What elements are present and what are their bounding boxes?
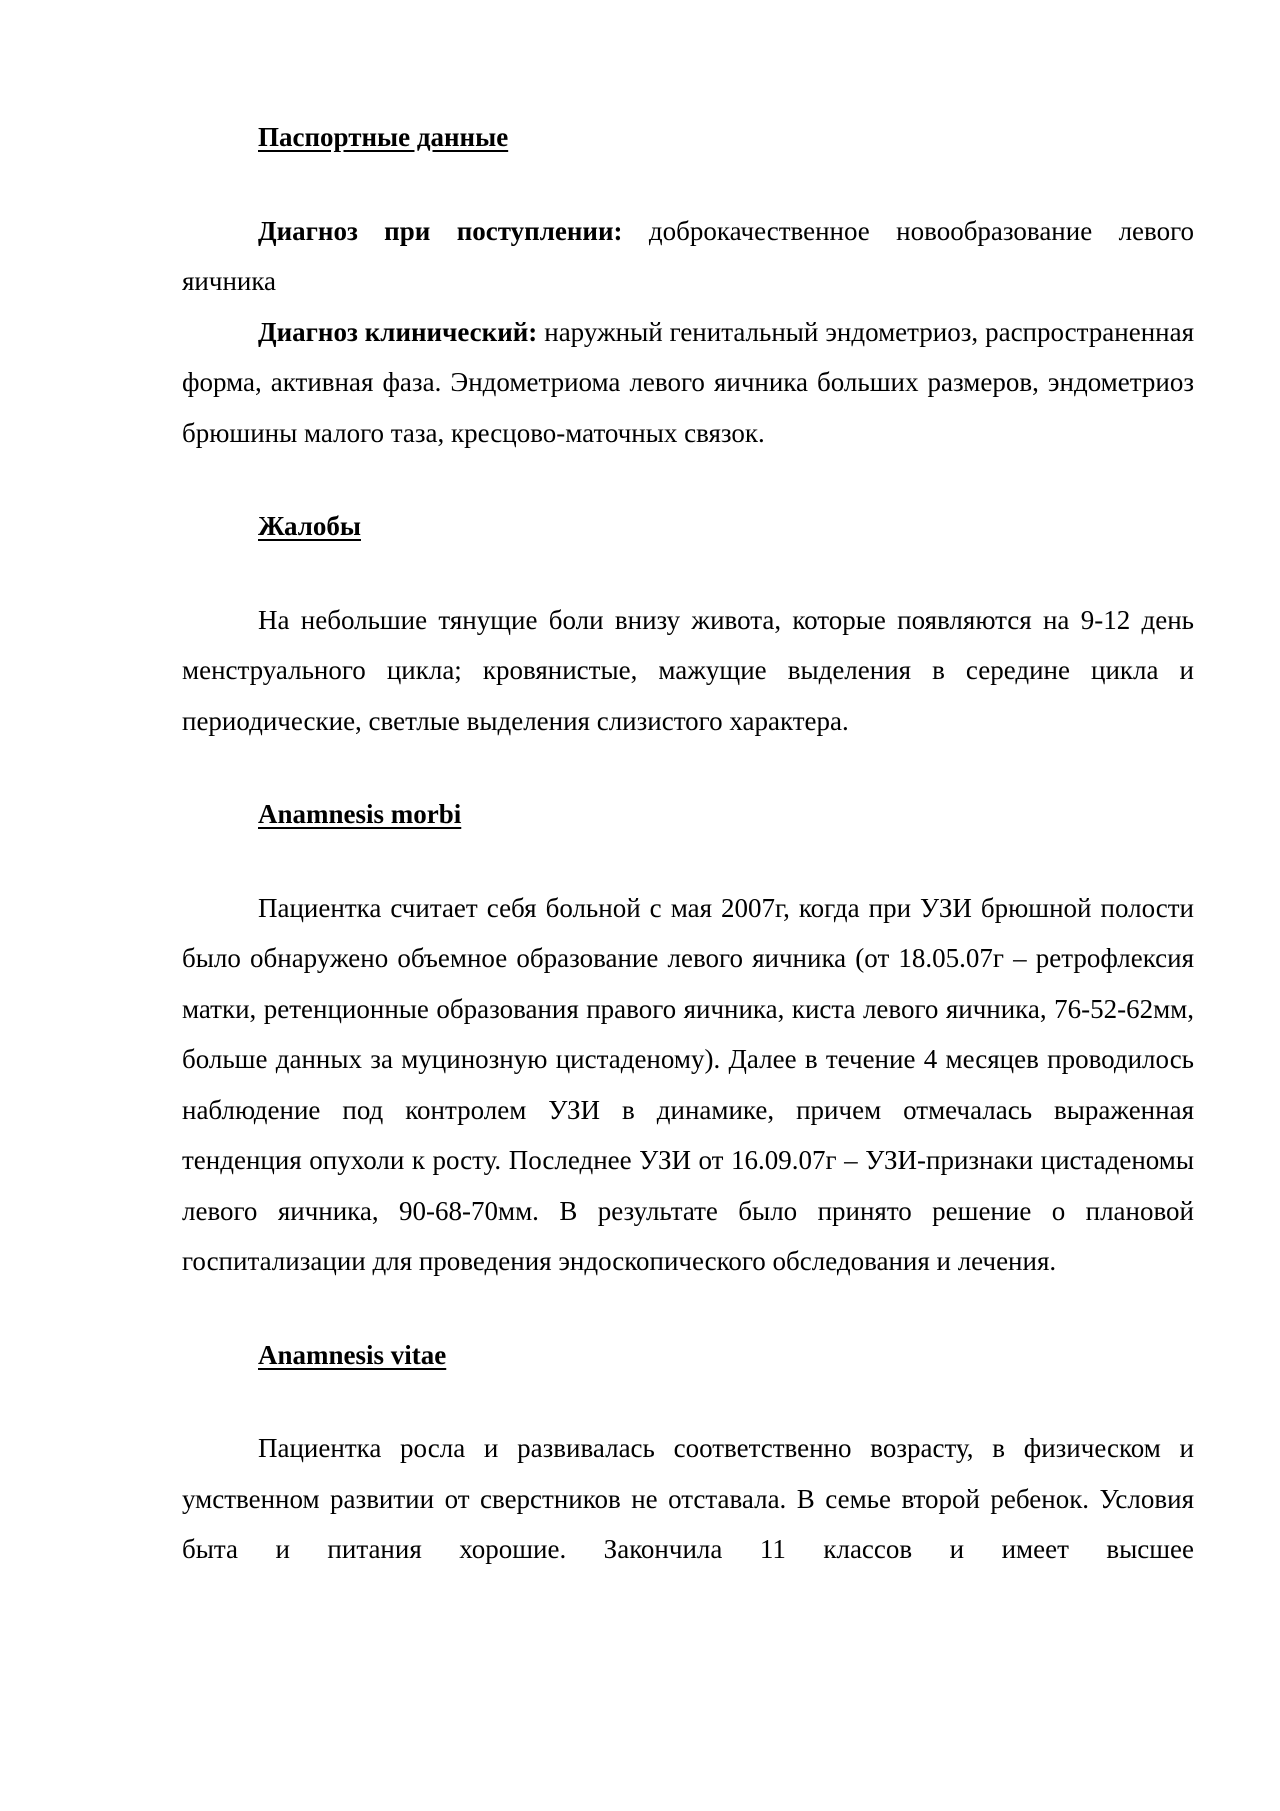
spacer	[182, 163, 1194, 206]
spacer	[182, 1380, 1194, 1423]
diagnosis-admission-label: Диагноз при поступлении:	[258, 215, 623, 246]
diagnosis-admission-text: доброкачественное новообразование левого яичника	[182, 215, 1194, 296]
diagnosis-clinical	[182, 307, 1194, 459]
diagnosis-admission	[182, 206, 1194, 307]
heading-passport: Паспортные данные	[258, 122, 509, 152]
spacer	[182, 458, 1194, 501]
spacer	[182, 840, 1194, 883]
spacer	[182, 1287, 1194, 1330]
anamnesis-vitae-text: Пациентка росла и развивалась соответственно возрасту, в физическом и умственном развитии от сверстников не отставала. В семье второй ребенок. Условия быта и питания хорошие. Закончила 11 классов и имеет высшее	[182, 1433, 1194, 1564]
document-page	[182, 112, 1194, 1575]
heading-anamnesis-vitae: Anamnesis vitae	[258, 1339, 447, 1370]
diagnosis-clinical-text: наружный генитальный эндометриоз, распространенная форма, активная фаза. Эндометриома левого яичника больших размеров, эндометриоз брюшины малого таза, кресцово-маточных связок.	[182, 316, 1194, 448]
diagnosis-clinical-label: Диагноз клинический:	[258, 316, 538, 347]
heading-complaints: Жалобы	[258, 511, 361, 541]
spacer	[182, 552, 1194, 595]
anamnesis-morbi-text: Пациентка считает себя больной с мая 2007г, когда при УЗИ брюшной полости было обнаружено объемное образование левого яичника (от 18.05.07г – ретрофлексия матки, ретенционные образования правого яичника, киста левого яичника, 76-52-62мм, больше данных за муцинозную цистаденому). Далее в течение 4 месяцев проводилось наблюдение под контролем УЗИ в динамике, причем отмечалась выраженная тенденция опухоли к росту. Последнее УЗИ от 16.09.07г – УЗИ-признаки цистаденомы левого яичника, 90-68-70мм. В результате было принято решение о плановой госпитализации для проведения эндоскопического обследования и лечения.	[182, 892, 1194, 1276]
spacer	[182, 746, 1194, 789]
heading-anamnesis-morbi: Anamnesis morbi	[258, 799, 462, 829]
complaints-text: На небольшие тянущие боли внизу живота, которые появляются на 9-12 день менструального цикла; кровянистые, мажущие выделения в середине цикла и периодические, светлые выделения слизистого характера.	[182, 604, 1194, 736]
